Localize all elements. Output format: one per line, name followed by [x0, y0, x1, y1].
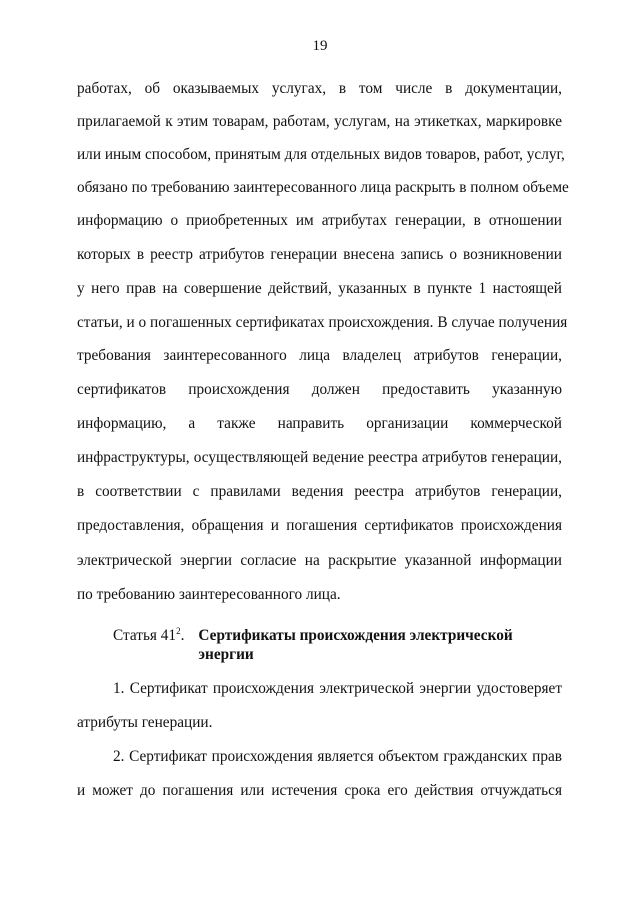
- text-line: информацию, а также направить организации коммерческой: [77, 415, 562, 432]
- text-line: инфраструктуры, осуществляющей ведение реестра атрибутов генерации,: [77, 449, 562, 466]
- text-line: обязано по требованию заинтересованного лица раскрыть в полном объеме: [77, 179, 569, 196]
- text-line: работах, об оказываемых услугах, в том числе в документации,: [77, 80, 562, 97]
- text-line: которых в реестр атрибутов генерации внесена запись о возникновении: [77, 246, 562, 263]
- text-line: и может до погашения или истечения срока его действия отчуждаться: [77, 782, 562, 799]
- text-line: по требованию заинтересованного лица.: [77, 586, 341, 603]
- article-heading: [113, 626, 518, 664]
- text-line: информацию о приобретенных им атрибутах генерации, в отношении: [77, 212, 562, 229]
- text-line: предоставления, обращения и погашения сертификатов происхождения: [77, 517, 562, 534]
- text-line: у него прав на совершение действий, указанных в пункте 1 настоящей: [77, 280, 562, 297]
- text-line: в соответствии с правилами ведения реестра атрибутов генерации,: [77, 483, 562, 500]
- text-line: требования заинтересованного лица владелец атрибутов генерации,: [77, 347, 562, 364]
- page-number: 19: [312, 38, 328, 54]
- article-title: Сертификаты происхождения электрической энергии: [198, 627, 513, 663]
- text-line: 2. Сертификат происхождения является объектом гражданских прав: [113, 748, 562, 765]
- text-line: или иным способом, принятым для отдельных видов товаров, работ, услуг,: [77, 146, 565, 163]
- text-line: 1. Сертификат происхождения электрической энергии удостоверяет: [113, 680, 562, 697]
- text-line: прилагаемой к этим товарам, работам, услугам, на этикетках, маркировке: [77, 113, 562, 130]
- article-number: Статья $41^2$.: [113, 625, 185, 644]
- text-line: сертификатов происхождения должен предоставить указанную: [77, 381, 562, 398]
- text-line: атрибуты генерации.: [77, 714, 213, 731]
- text-line: статьи, и о погашенных сертификатах происхождения. В случае получения: [77, 314, 568, 331]
- text-line: электрической энергии согласие на раскрытие указанной информации: [77, 552, 562, 569]
